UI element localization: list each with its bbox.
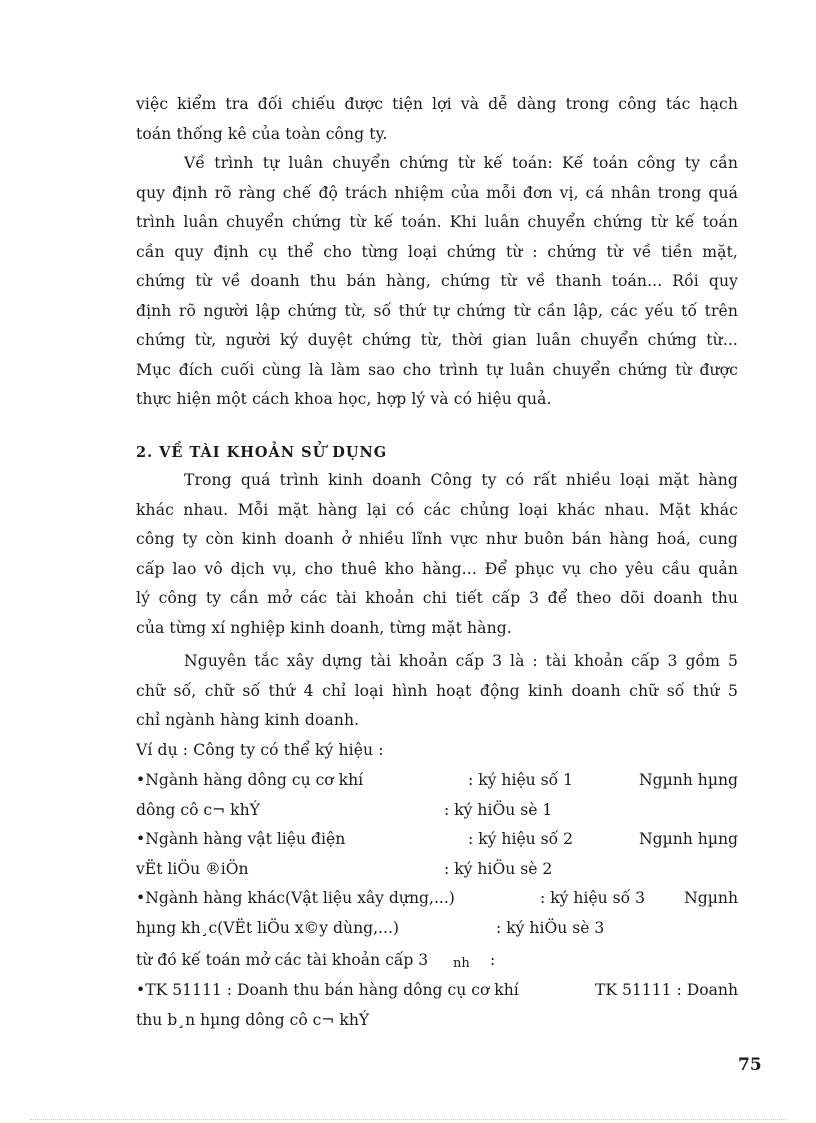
text-line: công ty còn kinh doanh ở nhiều lĩnh vực như buôn bán hàng hoá, cung xyxy=(136,530,738,548)
text-line: chữ số, chữ số thứ 4 chỉ loại hình hoạt động kinh doanh chữ số thứ 5 xyxy=(136,681,738,700)
text-line: khác nhau. Mỗi mặt hàng lại có các chủng loại khác nhau. Mặt khác xyxy=(136,500,738,519)
text-line: cấp lao vô dịch vụ, cho thuê kho hàng... Để phục vụ cho yêu cầu quản xyxy=(136,559,738,578)
section-heading: 2. VỀ TÀI KHOẢN SỬ DỤNG xyxy=(136,444,388,461)
text-line: Trong quá trình kinh doanh Công ty có rất nhiều loại mặt hàng xyxy=(184,471,738,489)
example-label: •Ngành hàng dông cụ cơ khí xyxy=(136,771,364,789)
text-line: lý công ty cần mở các tài khoản chi tiết cấp 3 để theo dõi doanh thu xyxy=(136,589,738,607)
account-label-repeat: TK 51111 : Doanh xyxy=(594,981,738,999)
page-bottom-rule xyxy=(30,1119,786,1120)
example-garbled: Ngµnh xyxy=(684,889,738,907)
example-garbled: Ngµnh hµng xyxy=(638,771,738,789)
list-item xyxy=(136,796,738,826)
example-intro: Ví dụ : Công ty có thể ký hiệu : xyxy=(136,741,384,759)
text-line: quy định rõ ràng chế độ trách nhiệm của mỗi đơn vị, cá nhân trong quá xyxy=(136,183,738,202)
text-line: toán thống kê của toàn công ty. xyxy=(136,124,388,143)
text-line: của từng xí nghiệp kinh doanh, từng mặt hàng. xyxy=(136,618,512,637)
paragraph-document-circulation xyxy=(136,149,738,415)
list-item xyxy=(136,855,738,885)
text-line: thực hiện một cách khoa học, hợp lý và có hiệu quả. xyxy=(136,390,552,408)
example-label: •Ngành hàng khác(Vật liệu xây dựng,...) xyxy=(136,889,455,907)
text-line: cần quy định cụ thể cho từng loại chứng từ : chứng từ về tiền mặt, xyxy=(136,242,738,261)
list-item xyxy=(136,825,738,855)
example-garbled: : ký hiÖu sè 2 xyxy=(444,859,553,878)
text-line: Về trình tự luân chuyển chứng từ kế toán: Kế toán công ty cần xyxy=(184,154,738,172)
paragraph-principle xyxy=(136,647,738,736)
example-garbled: dông cô c¬ khÝ xyxy=(136,800,260,819)
account-intro-text: từ đó kế toán mở các tài khoản cấp 3 xyxy=(136,951,429,969)
text-line: Mục đích cuối cùng là làm sao cho trình tự luân chuyển chứng từ được xyxy=(136,360,738,379)
example-garbled: Ngµnh hµng xyxy=(638,830,738,848)
example-code: : ký hiệu số 1 xyxy=(468,771,574,789)
example-list xyxy=(136,766,738,943)
list-item xyxy=(136,884,738,914)
text-line: việc kiểm tra đối chiếu được tiện lợi và dễ dàng trong công tác hạch xyxy=(136,95,738,113)
text-line: Nguyên tắc xây dựng tài khoản cấp 3 là : tài khoản cấp 3 gồm 5 xyxy=(184,652,738,670)
account-label: •TK 51111 : Doanh thu bán hàng dông cụ cơ khí xyxy=(136,981,519,999)
example-label: •Ngành hàng vật liệu điện xyxy=(136,830,346,848)
account-garbled: thu b¸n hµng dông cô c¬ khÝ xyxy=(136,1010,370,1029)
list-item xyxy=(136,914,738,944)
text-line: chứng từ về doanh thu bán hàng, chứng từ về thanh toán... Rồi quy xyxy=(136,272,738,290)
example-code: : ký hiệu số 2 xyxy=(468,830,574,848)
example-garbled: hµng kh¸c(VËt liÖu x©y dùng,...) xyxy=(136,918,400,937)
account-intro-fragment: nh xyxy=(453,956,470,971)
text-line: định rõ người lập chứng từ, số thứ tự chứng từ cần lập, các yếu tố trên xyxy=(136,301,738,320)
example-garbled: : ký hiÖu sè 3 xyxy=(496,918,605,937)
account-intro-colon: : xyxy=(490,951,496,969)
paragraph-business xyxy=(136,466,738,643)
account-intro xyxy=(136,946,738,976)
example-code: : ký hiệu số 3 xyxy=(540,889,646,907)
example-garbled: : ký hiÖu sè 1 xyxy=(444,800,553,819)
list-item xyxy=(136,976,738,1006)
text-line: chứng từ, người ký duyệt chứng từ, thời gian luân chuyển chứng từ... xyxy=(136,331,738,349)
account-item xyxy=(136,976,738,1035)
text-line: chỉ ngành hàng kinh doanh. xyxy=(136,711,360,729)
list-item xyxy=(136,1006,738,1036)
example-garbled: vËt liÖu ®iÖn xyxy=(136,859,249,878)
page-number: 75 xyxy=(738,1055,762,1075)
paragraph-intro xyxy=(136,90,738,149)
text-line: trình luân chuyển chứng từ kế toán. Khi luân chuyển chứng từ kế toán xyxy=(136,213,738,231)
list-item xyxy=(136,766,738,796)
